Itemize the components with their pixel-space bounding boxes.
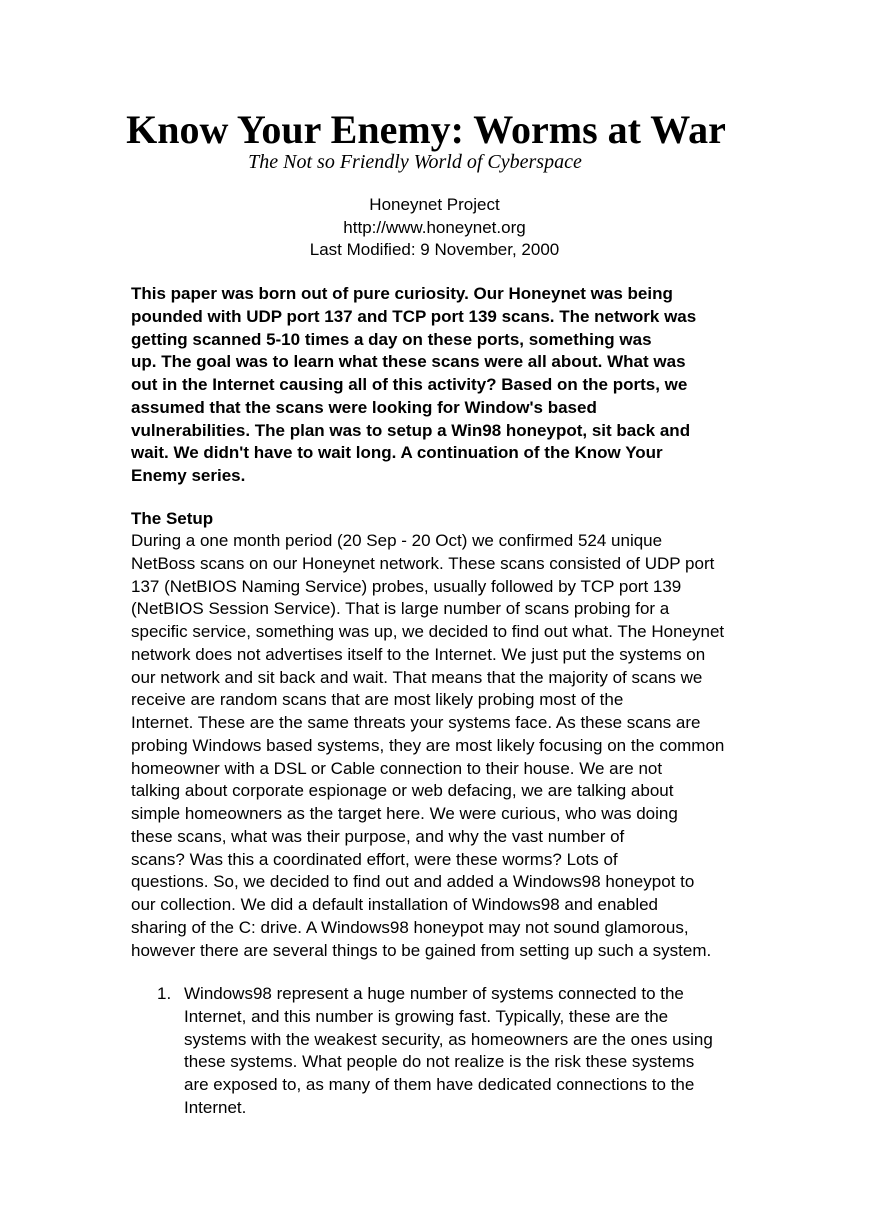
abstract-line: vulnerabilities. The plan was to setup a Win98 honeypot, sit back and — [131, 420, 691, 440]
setup-line: network does not advertises itself to the Internet. We just put the systems on — [131, 644, 706, 664]
setup-line: scans? Was this a coordinated effort, were these worms? Lots of — [131, 849, 618, 869]
abstract-line: assumed that the scans were looking for Window's based — [131, 397, 597, 417]
setup-line: (NetBIOS Session Service). That is large number of scans probing for a — [131, 599, 670, 619]
list-item-line: these systems. What people do not realize is the risk these systems — [184, 1052, 695, 1072]
abstract-line: Enemy series. — [131, 466, 246, 485]
setup-line: specific service, something was up, we decided to find out what. The Honeynet — [131, 622, 725, 641]
list-item-line: Windows98 represent a huge number of systems connected to the — [184, 984, 684, 1003]
document-subtitle: The Not so Friendly World of Cyberspace — [248, 151, 582, 173]
list-item-number: 1. — [157, 984, 172, 1003]
setup-line: simple homeowners as the target here. We were curious, who was doing — [131, 804, 678, 823]
abstract-line: pounded with UDP port 137 and TCP port 139 scans. The network was — [131, 306, 697, 326]
setup-line: receive are random scans that are most likely probing most of the — [131, 690, 624, 710]
document-meta — [0, 194, 869, 262]
setup-line: these scans, what was their purpose, and why the vast number of — [131, 826, 625, 846]
list-item-line: Internet, and this number is growing fast. Typically, these are the — [184, 1006, 669, 1026]
author: Honeynet Project — [369, 195, 500, 214]
setup-line: NetBoss scans on our Honeynet network. These scans consisted of UDP port — [131, 553, 715, 573]
list-item — [131, 983, 751, 1120]
last-modified: Last Modified: 9 November, 2000 — [309, 240, 560, 259]
setup-line: During a one month period (20 Sep - 20 Oct) we confirmed 524 unique — [131, 531, 663, 550]
document-title: Know Your Enemy: Worms at War — [126, 107, 726, 152]
setup-line: probing Windows based systems, they are most likely focusing on the common — [131, 735, 725, 755]
setup-line: however there are several things to be gained from setting up such a system. — [131, 940, 712, 960]
setup-line: questions. So, we decided to find out and added a Windows98 honeypot to — [131, 872, 695, 892]
setup-line: our network and sit back and wait. That means that the majority of scans we — [131, 667, 703, 687]
setup-line: talking about corporate espionage or web defacing, we are talking about — [131, 781, 674, 801]
setup-line: homeowner with a DSL or Cable connection to their house. We are not — [131, 758, 663, 778]
list-item-line: systems with the weakest security, as homeowners are the ones using — [184, 1029, 713, 1049]
abstract-paragraph — [131, 283, 743, 488]
setup-line: 137 (NetBIOS Naming Service) probes, usually followed by TCP port 139 — [131, 576, 682, 596]
section-heading-setup: The Setup — [131, 509, 214, 528]
setup-line: our collection. We did a default installation of Windows98 and enabled — [131, 895, 659, 914]
abstract-line: up. The goal was to learn what these scans were all about. What was — [131, 352, 686, 372]
abstract-line: getting scanned 5-10 times a day on these ports, something was — [131, 329, 652, 349]
abstract-line: This paper was born out of pure curiosity. Our Honeynet was being — [131, 284, 673, 303]
list-item-line: are exposed to, as many of them have dedicated connections to the — [184, 1075, 695, 1094]
numbered-list — [131, 983, 751, 1120]
setup-line: sharing of the C: drive. A Windows98 honeypot may not sound glamorous, — [131, 917, 689, 937]
abstract-line: out in the Internet causing all of this activity? Based on the ports, we — [131, 375, 688, 394]
abstract-line: wait. We didn't have to wait long. A continuation of the Know Your — [131, 443, 663, 463]
setup-paragraph — [131, 530, 743, 962]
list-item-line: Internet. — [184, 1097, 247, 1117]
website-link: http://www.honeynet.org — [343, 217, 526, 237]
setup-line: Internet. These are the same threats your systems face. As these scans are — [131, 713, 701, 732]
